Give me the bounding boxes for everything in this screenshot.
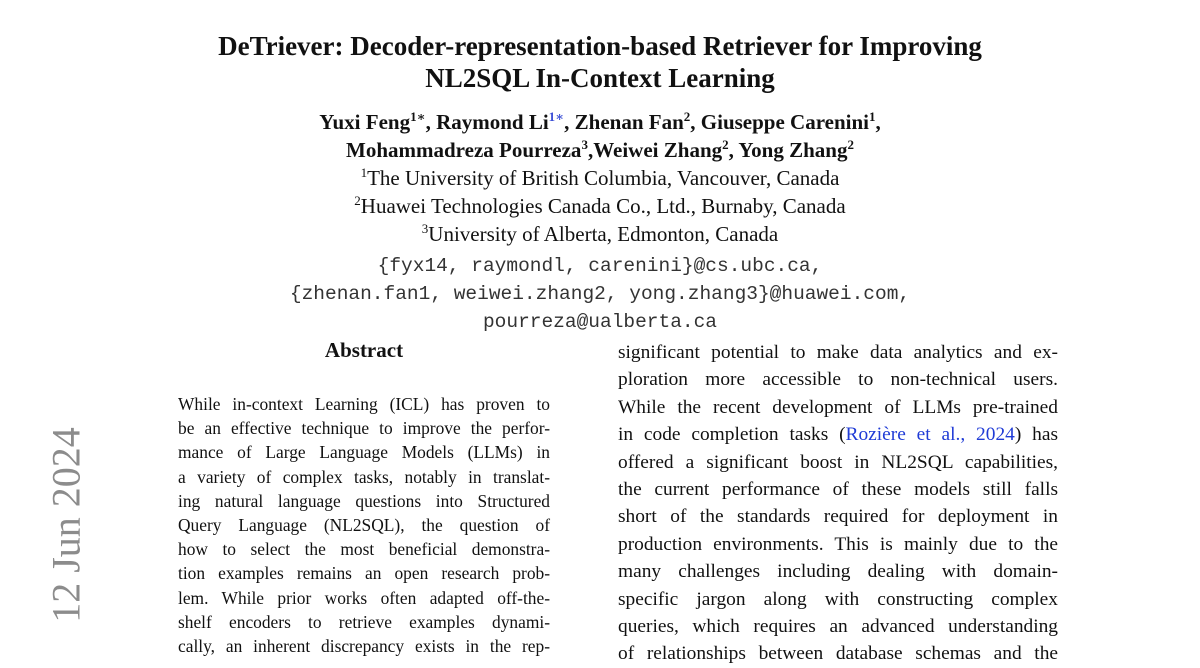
abstract-line: While in-context Learning (ICL) has proven to	[178, 394, 550, 414]
affiliation-marker: 1	[869, 109, 876, 124]
author-name: Mohammadreza Pourreza	[346, 138, 582, 162]
affiliation-list	[150, 164, 1050, 248]
abstract-line: tion examples remains an open research prob-	[178, 563, 550, 584]
arxiv-date-text: 12 Jun 2024	[43, 427, 89, 623]
body-line: many challenges including dealing with domain-	[618, 561, 1058, 583]
author-name: , Yong Zhang	[728, 138, 848, 162]
affiliation-line: $^3$University of Alberta, Edmonton, Canada	[421, 221, 779, 246]
arxiv-date-stamp	[20, 420, 89, 630]
affiliation-marker: 2	[683, 109, 691, 124]
affiliation-marker: 1∗	[548, 109, 565, 124]
body-line: significant potential to make data analytics and ex-	[618, 342, 1058, 363]
body-line: the current performance of these models still falls	[618, 479, 1058, 501]
citation-link[interactable]: Rozière et al., 2024	[845, 424, 1015, 446]
author-name: ,Weiwei Zhang	[587, 138, 723, 162]
introduction-column	[618, 339, 1058, 668]
affiliation-marker: 3	[581, 137, 588, 152]
email-line: {zhenan.fan1, weiwei.zhang2, yong.zhang3}@huawei.com,	[289, 283, 911, 305]
author-name: , Raymond Li	[425, 110, 549, 134]
author-line	[150, 136, 1050, 164]
email-line: {fyx14, raymondl, carenini}@cs.ubc.ca,	[377, 255, 823, 277]
abstract-line: mance of Large Language Models (LLMs) in	[178, 442, 550, 463]
abstract-line: be an effective technique to improve the perfor-	[178, 418, 550, 439]
affiliation-marker: 2	[722, 137, 729, 152]
author-name: , Zhenan Fan	[564, 110, 684, 134]
abstract-line: shelf encoders to retrieve examples dynami-	[178, 611, 550, 632]
abstract-line: how to select the most beneficial demonstra-	[178, 539, 550, 560]
body-line: While the recent development of LLMs pre-trained	[618, 396, 1058, 418]
title-line: NL2SQL In-Context Learning	[425, 63, 775, 93]
equal-contribution-marker: ∗	[555, 109, 565, 124]
body-line: of relationships between database schemas and the	[618, 643, 1058, 665]
author-name: , Giuseppe Carenini	[690, 110, 870, 134]
abstract-body	[178, 392, 550, 658]
body-line: specific jargon along with constructing complex	[618, 588, 1058, 610]
affiliation-marker: 1	[410, 109, 417, 124]
author-separator: ,	[875, 110, 881, 134]
abstract-line: ing natural language questions into Structured	[178, 490, 550, 511]
affiliation-marker: 2	[847, 137, 854, 152]
body-line: short of the standards required for deployment in	[618, 506, 1058, 528]
paper-title	[150, 30, 1050, 94]
abstract-line: a variety of complex tasks, notably in translat-	[178, 466, 550, 487]
body-line: in code completion tasks (Rozière et al., 2024) has	[618, 424, 1058, 446]
email-list	[150, 252, 1050, 336]
abstract-line: Query Language (NL2SQL), the question of	[178, 515, 550, 536]
title-line: DeTriever: Decoder-representation-based Retriever for Improving	[218, 31, 982, 61]
body-line: ploration more accessible to non-technical users.	[618, 369, 1058, 391]
abstract-line: cally, an inherent discrepancy exists in the rep-	[178, 636, 550, 657]
equal-contribution-marker: ∗	[416, 109, 426, 124]
body-line: queries, which requires an advanced understanding	[618, 616, 1058, 638]
body-line: production environments. This is mainly due to the	[618, 533, 1058, 555]
author-list	[150, 108, 1050, 164]
author-line	[150, 108, 1050, 136]
email-line: pourreza@ualberta.ca	[482, 311, 718, 333]
author-name: Yuxi Feng	[319, 110, 411, 134]
abstract-line: lem. While prior works often adapted off-the-	[178, 587, 550, 608]
affiliation-line: $^2$Huawei Technologies Canada Co., Ltd., Burnaby, Canada	[354, 193, 846, 218]
affiliation-line: $^1$The University of British Columbia, Vancouver, Canada	[360, 165, 840, 190]
body-line: offered a significant boost in NL2SQL capabilities,	[618, 451, 1058, 473]
abstract-heading: Abstract	[324, 338, 404, 362]
